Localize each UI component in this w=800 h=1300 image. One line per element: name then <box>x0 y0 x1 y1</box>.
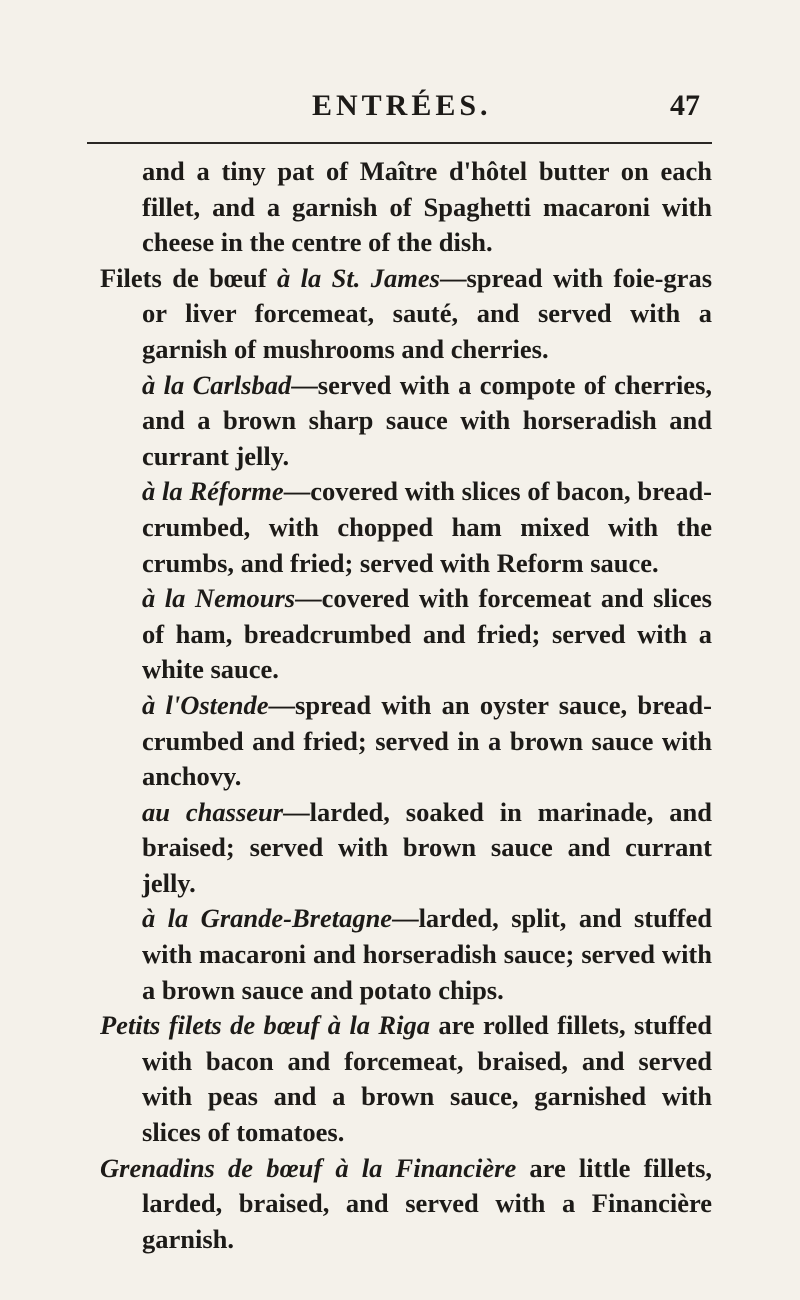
entry-continuation <box>100 154 712 261</box>
entry-lead-italic: Petits filets de bœuf à la Riga <box>100 1010 430 1041</box>
entry-lead-italic: à la Réforme <box>142 476 284 507</box>
entry-grenadins-financiere <box>100 1151 712 1258</box>
entry-grande-bretagne <box>100 901 712 1008</box>
entry-carlsbad <box>100 368 712 475</box>
entry-lead-italic: à la Nemours <box>142 583 296 614</box>
entry-reforme <box>100 474 712 581</box>
entry-lead-italic: à la Grande-Bretagne <box>142 903 393 934</box>
entry-text: are rolled fillets, stuffed with bacon and forcemeat, braised, and served with peas and a brown sauce, garnished with slices of tomatoes. <box>142 1010 712 1148</box>
header-rule <box>87 142 712 144</box>
page-body <box>100 154 712 1257</box>
entry-text: —larded, split, and stuffed with macaroni and horseradish sauce; served with a brown sauce and potato chips. <box>142 903 712 1005</box>
page-number: 47 <box>670 89 700 122</box>
entry-lead-italic: au chasseur <box>142 796 284 827</box>
entry-lead-italic: à l'Ostende <box>142 689 269 720</box>
entry-lead-italic: Grenadins de bœuf à la Financière <box>100 1152 517 1183</box>
entry-lead-italic: à la St. James <box>276 262 440 293</box>
entry-text: —spread with an oyster sauce, bread-crumbed and fried; served in a brown sauce with anchovy. <box>142 689 712 792</box>
entry-text: —covered with slices of bacon, bread-crumbed, with chopped ham mixed with the crumbs, and fried; served with Reform sauce. <box>142 476 713 578</box>
entry-text: —larded, soaked in marinade, and braised; served with brown sauce and currant jelly. <box>142 796 712 898</box>
entry-text: —covered with forcemeat and slices of ham, breadcrumbed and fried; served with a white sauce. <box>142 583 712 685</box>
entry-lead-italic: à la Carlsbad <box>142 369 292 400</box>
entry-text: are little fillets, larded, braised, and served with a Financière garnish. <box>142 1152 713 1254</box>
entry-lead: Filets de bœuf <box>100 262 277 293</box>
entry-ostende <box>100 688 712 795</box>
running-title: ENTRÉES. <box>312 89 492 122</box>
entry-filets-st-james <box>100 261 712 368</box>
entry-petits-filets-riga <box>100 1008 712 1150</box>
entry-text: —spread with foie-gras or liver forcemeat, sauté, and served with a garnish of mushrooms and cherries. <box>142 262 713 364</box>
entry-chasseur <box>100 795 712 902</box>
entry-text: —served with a compote of cherries, and a brown sharp sauce with horseradish and currant jelly. <box>142 369 713 471</box>
page-header <box>0 88 800 128</box>
entry-text: and a tiny pat of Maître d'hôtel butter on each fillet, and a garnish of Spaghetti macaroni with cheese in the centre of the dish. <box>142 156 712 258</box>
entry-nemours <box>100 581 712 688</box>
